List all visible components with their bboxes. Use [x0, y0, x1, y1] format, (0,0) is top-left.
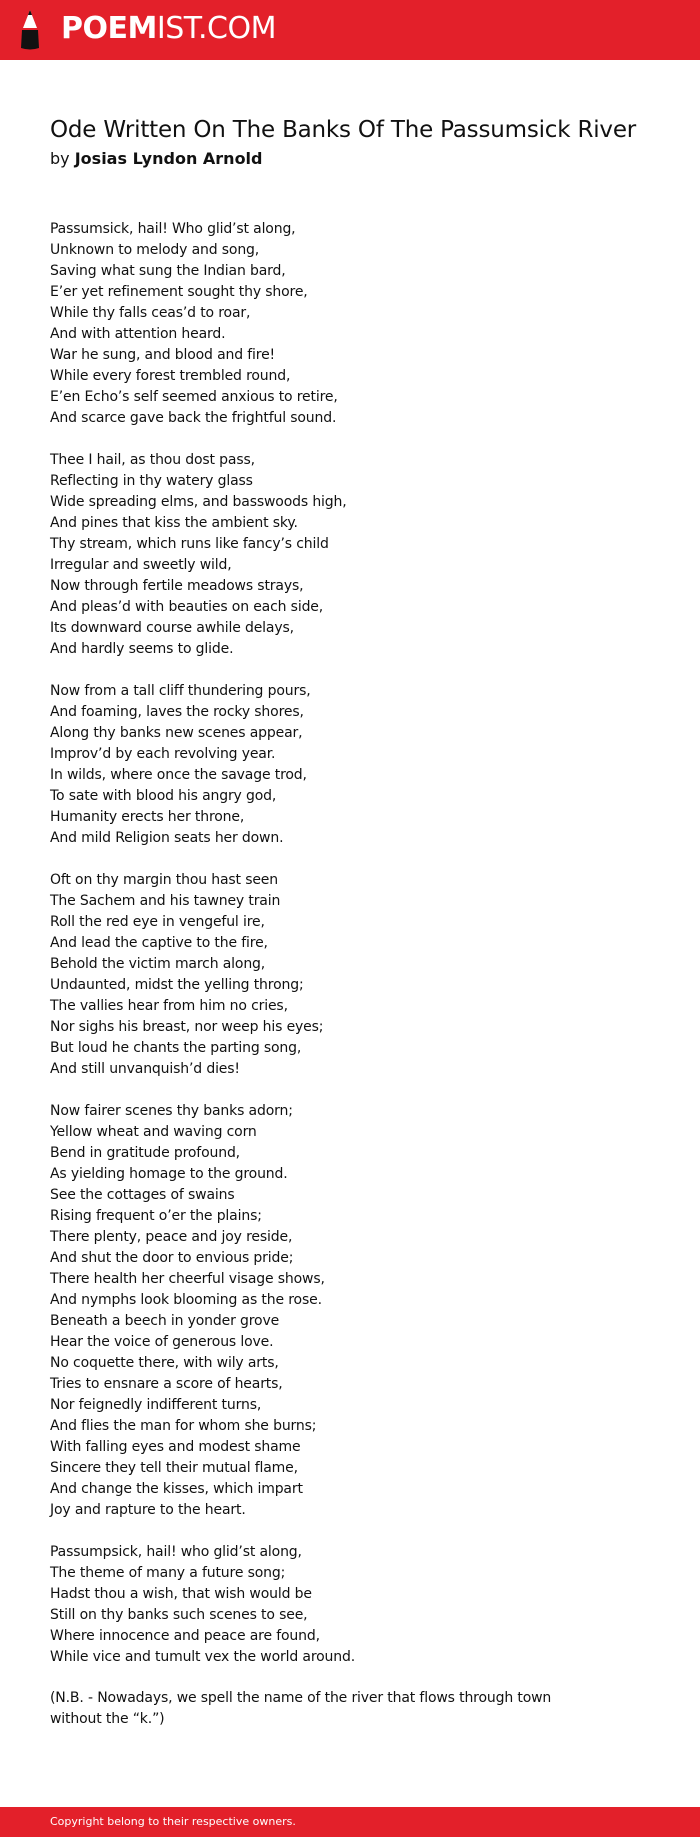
site-header — [0, 0, 700, 60]
poem-line: And lead the captive to the fire, — [50, 935, 268, 951]
poem-line: See the cottages of swains — [50, 1187, 235, 1203]
poem-line: Beneath a beech in yonder grove — [50, 1313, 280, 1329]
poem-line: Sincere they tell their mutual flame, — [50, 1460, 298, 1476]
poem-line: Improv’d by each revolving year. — [50, 746, 276, 762]
poem-line: And nymphs look blooming as the rose. — [50, 1292, 322, 1308]
poem-line: Undaunted, midst the yelling throng; — [50, 977, 304, 993]
poem-line: And with attention heard. — [50, 326, 226, 342]
poem-line: Bend in gratitude profound, — [50, 1145, 240, 1161]
poem-line: Hear the voice of generous love. — [50, 1334, 274, 1350]
poem-line: Nor sighs his breast, nor weep his eyes; — [50, 1019, 324, 1035]
poem-line: Where innocence and peace are found, — [50, 1628, 320, 1644]
copyright-text: Copyright belong to their respective owners. — [50, 1815, 296, 1828]
poem-line: And still unvanquish’d dies! — [50, 1061, 240, 1077]
poem-line: In wilds, where once the savage trod, — [50, 767, 307, 783]
poem-line: No coquette there, with wily arts, — [50, 1355, 279, 1371]
poem-line: Saving what sung the Indian bard, — [50, 263, 286, 279]
poem-line: There plenty, peace and joy reside, — [50, 1229, 293, 1245]
poem-line: Now from a tall cliff thundering pours, — [50, 683, 311, 699]
poem-line: There health her cheerful visage shows, — [50, 1271, 325, 1287]
stanza — [50, 870, 650, 1080]
poem-line: Now through fertile meadows strays, — [50, 578, 304, 594]
poem-title: Ode Written On The Banks Of The Passumsick River — [50, 117, 637, 143]
logo-brand-light: IST.COM — [156, 11, 276, 46]
stanza — [50, 450, 650, 660]
poem-line: As yielding homage to the ground. — [50, 1166, 288, 1182]
byline — [50, 148, 263, 170]
poem-line: And pleas’d with beauties on each side, — [50, 599, 324, 615]
poem-line: With falling eyes and modest shame — [50, 1439, 301, 1455]
poem-note: (N.B. - Nowadays, we spell the name of the river that flows through town without the “k.”) — [50, 1690, 552, 1727]
poem-line: Unknown to melody and song, — [50, 242, 260, 258]
poem-line: Tries to ensnare a score of hearts, — [50, 1376, 283, 1392]
author-name[interactable]: Josias Lyndon Arnold — [74, 149, 263, 168]
poem-line: Along thy banks new scenes appear, — [50, 725, 303, 741]
poem-line: Roll the red eye in vengeful ire, — [50, 914, 265, 930]
poem-line: And foaming, laves the rocky shores, — [50, 704, 304, 720]
stanza — [50, 219, 650, 429]
poem-line: To sate with blood his angry god, — [50, 788, 277, 804]
poem-line: E’en Echo’s self seemed anxious to retire, — [50, 389, 338, 405]
poem-line: And shut the door to envious pride; — [50, 1250, 294, 1266]
poem-line: The vallies hear from him no cries, — [50, 998, 288, 1014]
poem-line: E’er yet refinement sought thy shore, — [50, 284, 308, 300]
logo-brand-bold: POEM — [61, 11, 157, 46]
poem-line: And hardly seems to glide. — [50, 641, 234, 657]
poem-line: And scarce gave back the frightful sound. — [50, 410, 337, 426]
poem-line: Nor feignedly indifferent turns, — [50, 1397, 262, 1413]
site-footer — [0, 1807, 700, 1837]
poem-line: Still on thy banks such scenes to see, — [50, 1607, 308, 1623]
poem-line: Thee I hail, as thou dost pass, — [50, 452, 255, 468]
stanza — [50, 1542, 650, 1668]
poem-line: While vice and tumult vex the world around. — [50, 1649, 356, 1665]
poem-line: While every forest trembled round, — [50, 368, 291, 384]
poem-line: Rising frequent o’er the plains; — [50, 1208, 262, 1224]
poem-line: Wide spreading elms, and basswoods high, — [50, 494, 347, 510]
poem-line: Reflecting in thy watery glass — [50, 473, 253, 489]
poem-line: And change the kisses, which impart — [50, 1481, 303, 1497]
poem-line: And flies the man for whom she burns; — [50, 1418, 317, 1434]
poem-line: War he sung, and blood and fire! — [50, 347, 276, 363]
poem-line: Yellow wheat and waving corn — [50, 1124, 257, 1140]
poem-line: Passumpsick, hail! who glid’st along, — [50, 1544, 302, 1560]
poem-line: Hadst thou a wish, that wish would be — [50, 1586, 312, 1602]
poem-line: Its downward course awhile delays, — [50, 620, 294, 636]
poem-line: While thy falls ceas’d to roar, — [50, 305, 251, 321]
poem-line: Humanity erects her throne, — [50, 809, 245, 825]
poem-line: Oft on thy margin thou hast seen — [50, 872, 278, 888]
poem-line: And mild Religion seats her down. — [50, 830, 284, 846]
poem-line: But loud he chants the parting song, — [50, 1040, 302, 1056]
pencil-tip-icon[interactable] — [19, 10, 41, 50]
poem-line: The Sachem and his tawney train — [50, 893, 281, 909]
poem-line: Now fairer scenes thy banks adorn; — [50, 1103, 293, 1119]
byline-prefix: by — [50, 149, 70, 168]
poem-line: Thy stream, which runs like fancy’s child — [50, 536, 329, 552]
poem-line: And pines that kiss the ambient sky. — [50, 515, 298, 531]
poem-line: Irregular and sweetly wild, — [50, 557, 232, 573]
poem-line: Passumsick, hail! Who glid’st along, — [50, 221, 296, 237]
poem-line: The theme of many a future song; — [50, 1565, 286, 1581]
stanza — [50, 681, 650, 849]
poem-line: Joy and rapture to the heart. — [50, 1502, 246, 1518]
site-logo[interactable] — [61, 9, 276, 49]
stanza — [50, 1101, 650, 1521]
poem-body — [50, 219, 650, 1689]
poem-line: Behold the victim march along, — [50, 956, 266, 972]
